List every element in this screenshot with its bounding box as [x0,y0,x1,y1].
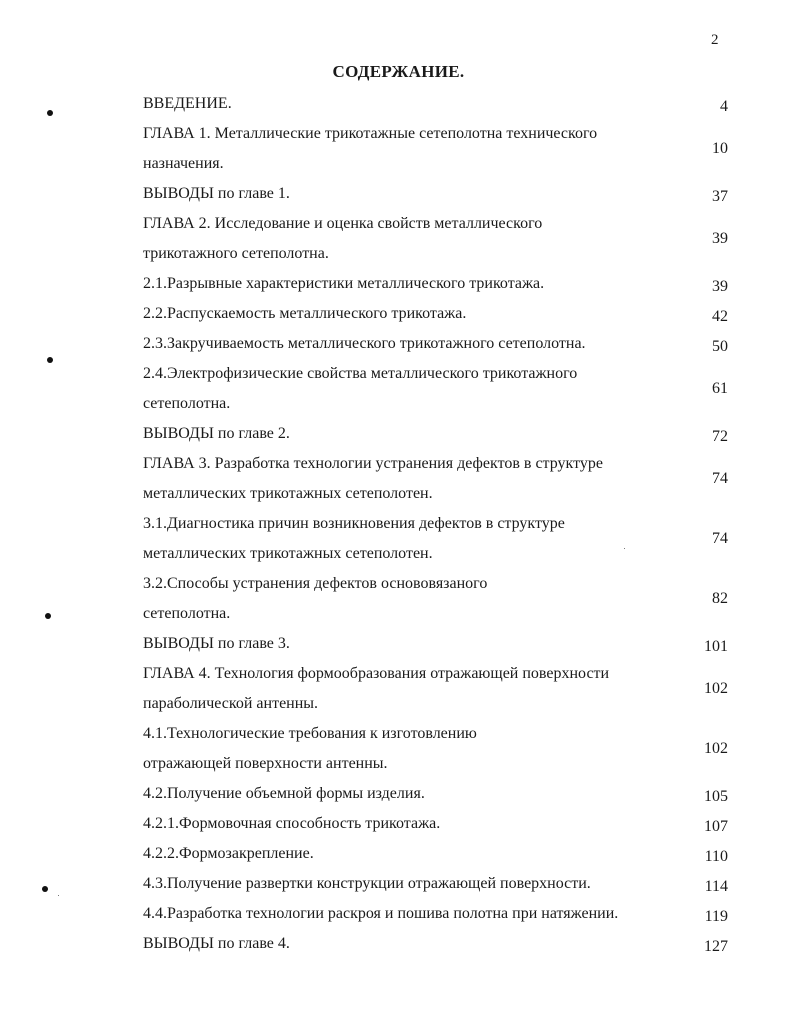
scan-mark [47,357,53,363]
toc-entry [143,809,728,839]
toc-entry [143,629,728,659]
toc-entry-page: 50 [712,338,728,355]
toc-entry-text: 3.2.Способы устранения дефектов основовязаного [143,575,488,592]
toc-entry [143,329,728,359]
toc-entry-text: 2.1.Разрывные характеристики металлического трикотажа. [143,275,545,292]
toc-entry-text: 4.3.Получение развертки конструкции отражающей поверхности. [143,875,591,892]
toc-entry-text: ГЛАВА 4. Технология формообразования отражающей поверхности [143,665,610,682]
toc-entry-page: 119 [704,908,728,925]
toc-entry [143,869,728,899]
toc-entry-page: 10 [712,140,728,157]
toc-entry-page: 82 [712,590,728,607]
toc-entry [143,179,728,209]
toc-entry-text: 4.2.2.Формозакрепление. [143,845,314,862]
toc-entry-text: отражающей поверхности антенны. [143,755,388,772]
scan-mark [47,110,53,116]
toc-entry-text: параболической антенны. [143,695,319,712]
toc-entry-text: ВЫВОДЫ по главе 3. [143,635,290,652]
toc-entry-text: металлических трикотажных сетеполотен. [143,485,433,502]
toc-entry-text: сетеполотна. [143,395,231,412]
toc-entry-page: 72 [712,428,728,445]
toc-entry-text: ВЫВОДЫ по главе 2. [143,425,290,442]
toc-entry-text: 4.1.Технологические требования к изготовлению [143,725,477,742]
toc-entry [143,119,728,179]
toc-entry-text: ГЛАВА 3. Разработка технологии устранения дефектов в структуре [143,455,603,472]
toc-entry [143,299,728,329]
toc-entry-page: 114 [704,878,728,895]
toc-entry-page: 110 [704,848,728,865]
toc-entry [143,839,728,869]
toc-entry-page: 74 [712,470,728,487]
toc-entry [143,509,728,569]
toc-entry-page: 107 [704,818,728,835]
toc-entry [143,269,728,299]
toc-entry-text: ВЫВОДЫ по главе 4. [143,935,290,952]
toc-entry [143,929,728,959]
scan-speck [58,895,59,896]
toc-entry-page: 102 [704,680,728,697]
toc-entry-text: 3.1.Диагностика причин возникновения дефектов в структуре [143,515,565,532]
toc-entry [143,209,728,269]
toc-entry-text: сетеполотна. [143,605,231,622]
toc-entry-text: ГЛАВА 2. Исследование и оценка свойств металлического [143,215,543,232]
toc-entry-page: 39 [712,230,728,247]
toc-entry-text: ГЛАВА 1. Металлические трикотажные сетеполотна технического [143,125,598,142]
toc-entry-page: 102 [704,740,728,757]
toc-entry [143,779,728,809]
toc-entry-page: 105 [704,788,728,805]
toc-entry-text: 4.4.Разработка технологии раскроя и пошива полотна при натяжении. [143,905,619,922]
toc-entry-text: ВЫВОДЫ по главе 1. [143,185,290,202]
toc-entry-page: 37 [712,188,728,205]
toc-entry [143,569,728,629]
toc-entry-text: металлических трикотажных сетеполотен. [143,545,433,562]
toc-entry-text: 2.3.Закручиваемость металлического трикотажного сетеполотна. [143,335,586,352]
toc-entry-text: 2.2.Распускаемость металлического трикотажа. [143,305,467,322]
toc-entry [143,719,728,779]
toc-entry-page: 42 [712,308,728,325]
toc-entry-page: 101 [704,638,728,655]
toc-entry-page: 74 [712,530,728,547]
page-number: 2 [711,32,719,48]
toc-entry-page: 127 [704,938,728,955]
toc-entry-text: назначения. [143,155,224,172]
toc-entry [143,359,728,419]
toc-title: СОДЕРЖАНИЕ. [332,62,465,81]
toc-entry-text: трикотажного сетеполотна. [143,245,329,262]
toc-entry-text: 4.2.1.Формовочная способность трикотажа. [143,815,441,832]
scan-mark [42,886,48,892]
toc-entry [143,419,728,449]
scan-mark [45,613,51,619]
toc-entry-page: 4 [720,98,728,115]
toc-entry-text: ВВЕДЕНИЕ. [143,95,232,112]
toc-entry [143,449,728,509]
toc-entry [143,659,728,719]
toc-entry-text: 2.4.Электрофизические свойства металлического трикотажного [143,365,578,382]
toc-entry-page: 39 [712,278,728,295]
scan-speck [624,548,625,549]
toc-entry [143,899,728,929]
toc-entry [143,89,728,119]
toc-entry-text: 4.2.Получение объемной формы изделия. [143,785,425,802]
toc-entry-page: 61 [712,380,728,397]
